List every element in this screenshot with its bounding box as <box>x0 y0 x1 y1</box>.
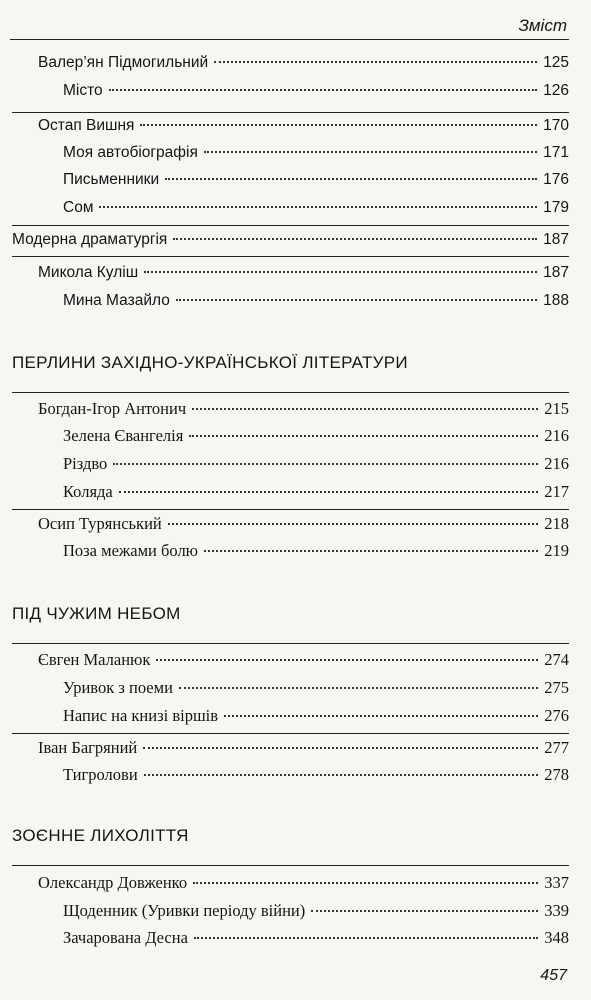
toc-entry-title: Письменники <box>63 171 160 188</box>
toc-entry-work[interactable] <box>63 290 569 312</box>
header-rule <box>10 39 569 40</box>
toc-entry-author[interactable] <box>38 115 569 137</box>
toc-entry-title: Моя автобіографія <box>63 144 198 161</box>
toc-entry-page: 275 <box>544 678 569 697</box>
dot-leader <box>99 206 537 208</box>
toc-entry-author[interactable] <box>38 649 569 671</box>
toc-entry-work[interactable] <box>63 900 569 922</box>
toc-entry-work[interactable] <box>63 540 569 562</box>
toc-entry-work[interactable] <box>63 677 569 699</box>
divider <box>12 643 569 644</box>
dot-leader <box>204 151 537 153</box>
dot-leader <box>168 523 539 525</box>
divider <box>12 865 569 866</box>
divider <box>12 256 569 257</box>
toc-entry-work[interactable] <box>63 142 569 164</box>
toc-entry-work[interactable] <box>63 927 569 949</box>
dot-leader <box>311 910 538 912</box>
toc-entry-author[interactable] <box>38 262 569 284</box>
toc-entry-page: 170 <box>543 117 569 134</box>
toc-entry-page: 188 <box>543 292 569 309</box>
toc-entry-author[interactable] <box>38 398 569 420</box>
toc-entry-title: Різдво <box>63 454 108 473</box>
toc-entry-author[interactable] <box>38 52 569 74</box>
toc-entry-author[interactable] <box>38 737 569 759</box>
toc-entry-title: Іван Багряний <box>38 738 138 757</box>
toc-entry-page: 217 <box>544 482 569 501</box>
dot-leader <box>144 271 537 273</box>
toc-entry-page: 176 <box>543 171 569 188</box>
toc-entry-page: 171 <box>543 144 569 161</box>
toc-entry-work[interactable] <box>63 169 569 191</box>
toc-entry-title: Зелена Євангелія <box>63 426 184 445</box>
section-heading: ЗОЄННЕ ЛИХОЛІТТЯ <box>12 826 189 845</box>
dot-leader <box>119 491 538 493</box>
toc-entry-title: Олександр Довженко <box>38 873 188 892</box>
toc-entry-work[interactable] <box>63 425 569 447</box>
toc-entry-page: 219 <box>544 541 569 560</box>
section-heading: ПІД ЧУЖИМ НЕБОМ <box>12 604 181 623</box>
toc-entry-page: 339 <box>544 901 569 920</box>
toc-entry-title: Модерна драматургія <box>12 231 168 248</box>
toc-entry-title: Євген Маланюк <box>38 650 151 669</box>
dot-leader <box>194 937 538 939</box>
toc-entry-page: 276 <box>544 706 569 725</box>
toc-entry-page: 179 <box>543 199 569 216</box>
toc-entry-title: Напис на книзі віршів <box>63 706 219 725</box>
toc-entry-page: 278 <box>544 765 569 784</box>
divider <box>12 509 569 510</box>
dot-leader <box>179 687 538 689</box>
divider <box>12 225 569 226</box>
toc-entry-title: Уривок з поеми <box>63 678 173 697</box>
toc-entry-work[interactable] <box>63 453 569 475</box>
toc-entry-author[interactable] <box>38 872 569 894</box>
toc-entry-page: 126 <box>543 82 569 99</box>
dot-leader <box>173 238 537 240</box>
toc-entry-page: 348 <box>544 928 569 947</box>
toc-entry-page: 277 <box>544 738 569 757</box>
section-heading: ПЕРЛИНИ ЗАХІДНО-УКРАЇНСЬКОЇ ЛІТЕРАТУРИ <box>12 353 408 372</box>
dot-leader <box>143 747 538 749</box>
toc-entry-title: Щоденник (Уривки періоду війни) <box>63 901 306 920</box>
toc-entry-author[interactable] <box>38 513 569 535</box>
dot-leader <box>165 178 537 180</box>
toc-entry-work[interactable] <box>63 197 569 219</box>
toc-entry-title: Місто <box>63 82 103 99</box>
toc-entry-page: 337 <box>544 873 569 892</box>
toc-entry-page: 216 <box>544 426 569 445</box>
dot-leader <box>140 124 537 126</box>
dot-leader <box>189 435 538 437</box>
toc-entry-work[interactable] <box>63 764 569 786</box>
page-number: 457 <box>540 967 567 984</box>
dot-leader <box>214 61 537 63</box>
dot-leader <box>156 659 538 661</box>
toc-entry-page: 218 <box>544 514 569 533</box>
toc-entry-page: 187 <box>543 231 569 248</box>
toc-entry-page: 274 <box>544 650 569 669</box>
divider <box>12 112 569 113</box>
dot-leader <box>109 89 537 91</box>
toc-entry-title: Богдан-Ігор Антонич <box>38 399 187 418</box>
dot-leader <box>204 550 538 552</box>
toc-entry-title: Коляда <box>63 482 113 501</box>
toc-entry-title: Остап Вишня <box>38 117 135 134</box>
toc-entry-title: Тигролови <box>63 765 138 784</box>
toc-entry-work[interactable] <box>63 705 569 727</box>
toc-entry-title: Зачарована Десна <box>63 928 188 947</box>
toc-entry-work[interactable] <box>63 80 569 102</box>
toc-entry-title: Сом <box>63 199 94 216</box>
toc-entry-page: 125 <box>543 54 569 71</box>
divider <box>12 392 569 393</box>
dot-leader <box>113 463 538 465</box>
toc-entry-page: 187 <box>543 264 569 281</box>
dot-leader <box>144 774 539 776</box>
toc-entry-title: Микола Куліш <box>38 264 139 281</box>
divider <box>12 733 569 734</box>
toc-entry-title: Валер’ян Підмогильний <box>38 54 209 71</box>
dot-leader <box>193 882 538 884</box>
toc-entry-page: 215 <box>544 399 569 418</box>
dot-leader <box>192 408 538 410</box>
toc-entry-page: 216 <box>544 454 569 473</box>
toc-entry-title: Мина Мазайло <box>63 292 170 309</box>
toc-entry-title: Осип Турянський <box>38 514 162 533</box>
toc-entry-work[interactable] <box>63 481 569 503</box>
dot-leader <box>224 715 538 717</box>
toc-entry-section[interactable] <box>12 229 569 251</box>
toc-entry-title: Поза межами болю <box>63 541 199 560</box>
dot-leader <box>176 299 537 301</box>
header-title: Зміст <box>518 16 567 35</box>
